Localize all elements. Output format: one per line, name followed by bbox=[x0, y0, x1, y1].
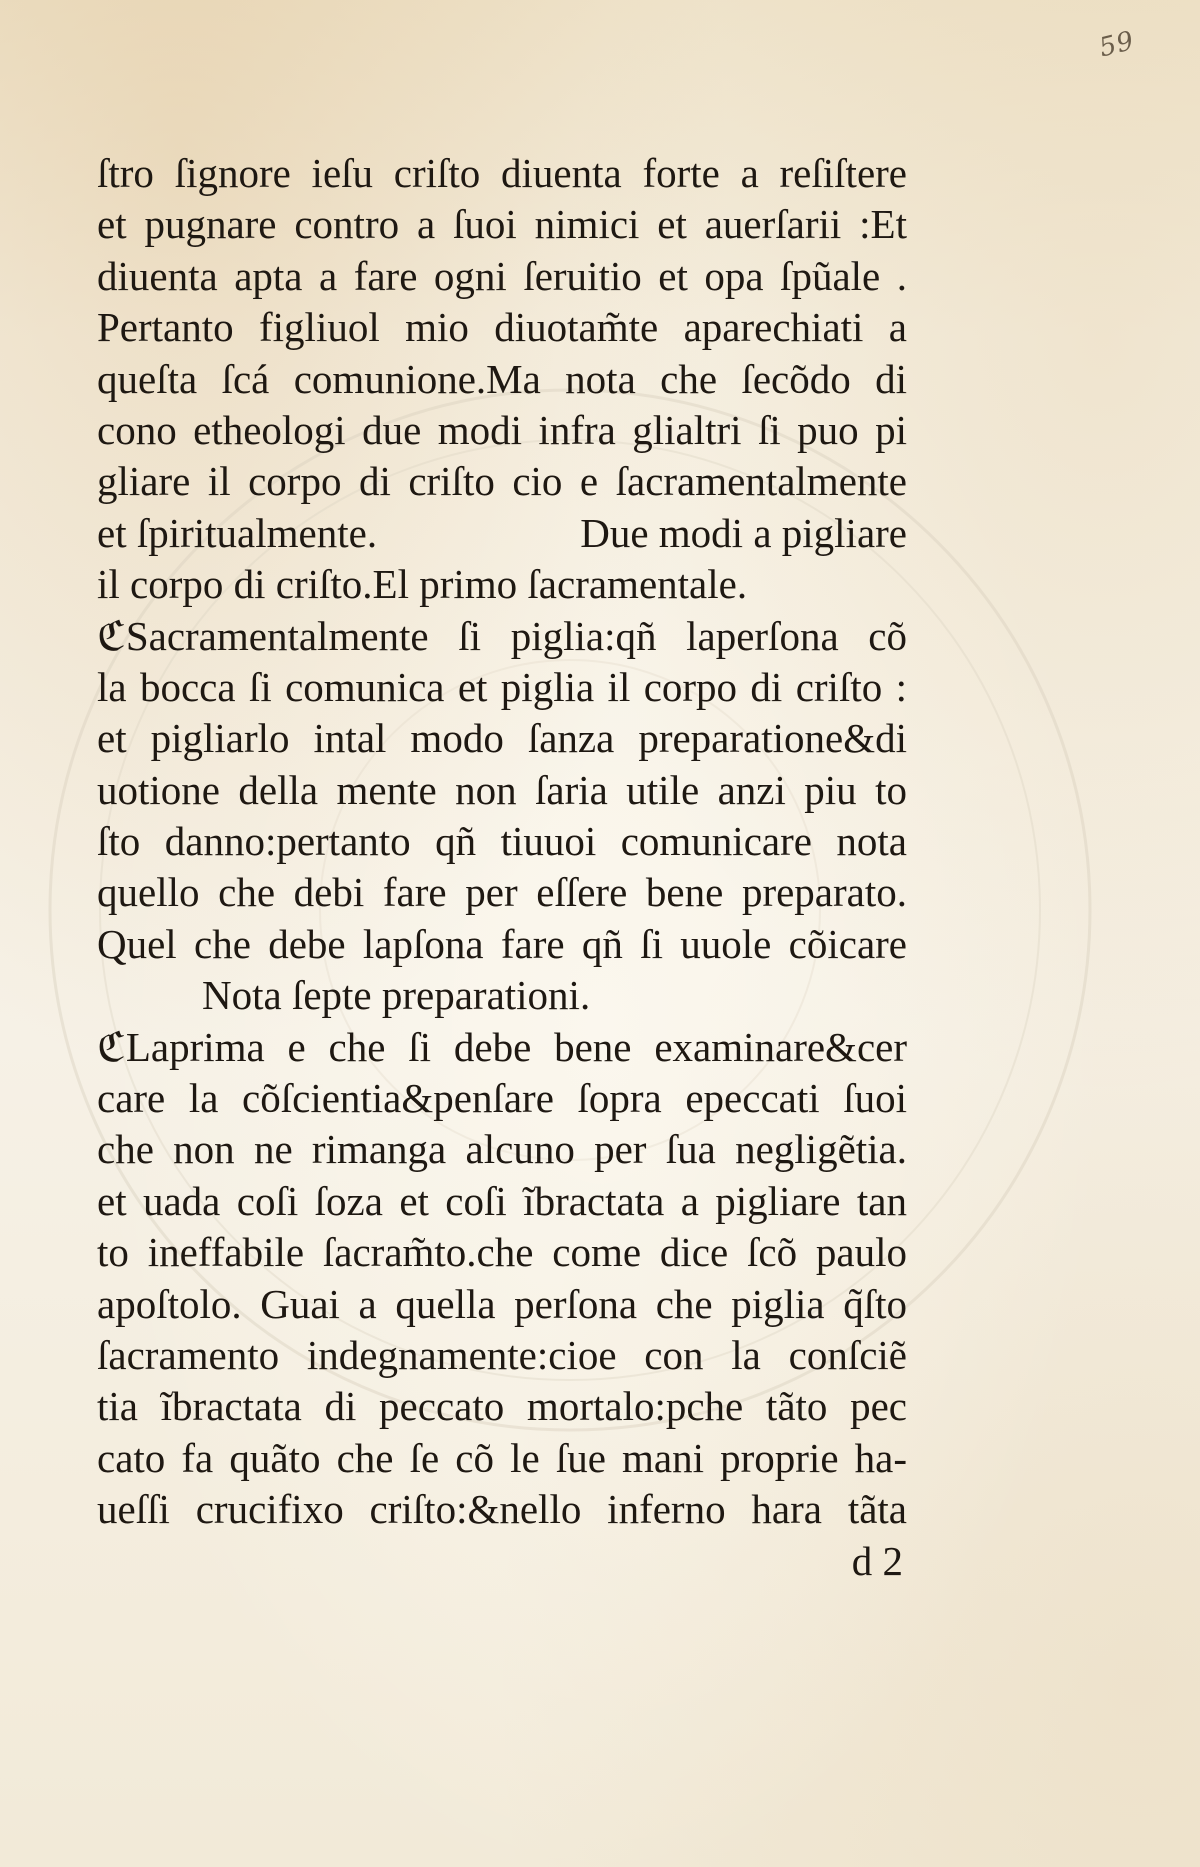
text-line: che non ne rimanga alcuno per ſua negligẽtia. bbox=[97, 1126, 907, 1173]
text-line: care la cõſcientia&penſare ſopra epeccati ſuoi bbox=[97, 1075, 907, 1122]
text-line: cato fa quãto che ſe cõ le ſue mani proprie ha- bbox=[97, 1434, 907, 1481]
text-line: quello che debi fare per eſſere bene preparato. bbox=[97, 869, 907, 916]
text-line: cono etheologi due modi infra glialtri ſi puo pi bbox=[97, 406, 907, 453]
section-heading: Due modi a pigliare bbox=[580, 509, 907, 556]
text-line: queſta ſcá comunione.Ma nota che ſecõdo di bbox=[97, 355, 907, 402]
section-heading: il corpo di criſto.El primo ſacramentale. bbox=[97, 561, 748, 608]
text-line: ℭLaprima e che ſi debe bene examinare&cer bbox=[97, 1023, 907, 1070]
text-line: diuenta apta a fare ogni ſeruitio et opa ſpũale . bbox=[97, 252, 907, 299]
folio-number: 59 bbox=[1096, 25, 1138, 64]
text-line-with-heading bbox=[97, 508, 907, 559]
text-line: et uada coſi ſoza et coſi ĩbractata a pigliare tan bbox=[97, 1177, 907, 1224]
text-line: gliare il corpo di criſto cio e ſacramentalmente bbox=[97, 458, 907, 505]
text-line: et pugnare contro a ſuoi nimici et auerſarii :Et bbox=[97, 201, 907, 248]
text-line: ſacramento indegnamente:cioe con la conſciẽ bbox=[97, 1331, 907, 1378]
text-line: ℭSacramentalmente ſi piglia:qñ laperſona cõ bbox=[97, 612, 907, 659]
signature-mark: d 2 bbox=[851, 1537, 903, 1584]
text-line: Pertanto figliuol mio diuotam̃te aparechiati a bbox=[97, 304, 907, 351]
text-line: apoſtolo. Guai a quella perſona che piglia q̃ſto bbox=[97, 1280, 907, 1327]
text-line: la bocca ſi comunica et piglia il corpo di criſto : bbox=[97, 663, 907, 710]
text-line: to ineffabile ſacram̃to.che come dice ſcõ paulo bbox=[97, 1229, 907, 1276]
text-line: uotione della mente non ſaria utile anzi piu to bbox=[97, 766, 907, 813]
section-heading: Quel che debe lapſona fare qñ ſi uuole cõicare bbox=[97, 920, 907, 967]
text-line: ueſſi crucifixo criſto:&nello inferno hara tãta bbox=[97, 1486, 907, 1533]
section-heading: Nota ſepte preparationi. bbox=[202, 972, 591, 1019]
text-line: ſto danno:pertanto qñ tiuuoi comunicare nota bbox=[97, 818, 907, 865]
text-line-left: et ſpiritualmente. bbox=[97, 509, 378, 556]
text-line: tia ĩbractata di peccato mortalo:pche tãto pec bbox=[97, 1383, 907, 1430]
body-text bbox=[97, 148, 907, 1587]
text-line: et pigliarlo intal modo ſanza preparatione&di bbox=[97, 715, 907, 762]
text-line: ſtro ſignore ieſu criſto diuenta forte a reſiſtere bbox=[97, 150, 907, 196]
